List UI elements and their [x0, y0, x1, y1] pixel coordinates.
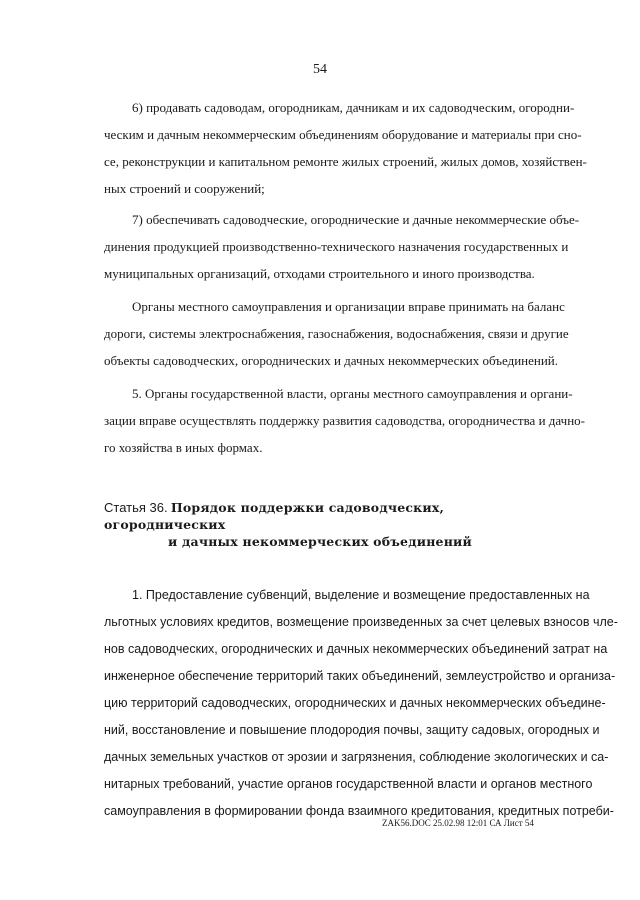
text-line: се, реконструкции и капитальном ремонте жилых строений, жилых домов, хозяйствен-: [104, 154, 587, 169]
document-body: [104, 94, 618, 825]
text-line: динения продукцией производственно-технического назначения государственных и: [104, 239, 569, 254]
article-paragraph-1: [104, 582, 618, 825]
text-line: дачных земельных участков от эрозии и загрязнения, соблюдение экологических и са-: [104, 750, 609, 764]
article-heading: [104, 499, 540, 550]
text-line: самоуправления в формировании фонда взаимного кредитования, кредитных потреби-: [104, 804, 614, 818]
text-line: го хозяйства в иных формах.: [104, 440, 263, 455]
article-title-part-1: Порядок поддержки садоводческих, огороднических: [104, 500, 445, 532]
text-line: Органы местного самоуправления и организации вправе принимать на баланс: [132, 299, 565, 314]
text-line: объекты садоводческих, огороднических и дачных некоммерческих объединений.: [104, 353, 558, 368]
text-line: ческим и дачным некоммерческим объединениям оборудование и материалы при сно-: [104, 127, 582, 142]
text-line: ний, восстановление и повышение плодородия почвы, защиту садовых, огородных и: [104, 723, 600, 737]
text-line: 1. Предоставление субвенций, выделение и возмещение предоставленных на: [132, 588, 590, 602]
document-footer: ZAK56.DOC 25.02.98 12:01 СА Лист 54: [382, 818, 534, 828]
paragraph-item-6: [104, 94, 587, 202]
text-line: 6) продавать садоводам, огородникам, дачникам и их садоводческим, огородни-: [132, 100, 575, 115]
text-line: ных строений и сооружений;: [104, 181, 265, 196]
article-number: Статья 36.: [104, 500, 168, 515]
paragraph-point-5: [104, 380, 585, 461]
page-number: 54: [313, 62, 327, 77]
text-line: зации вправе осуществлять поддержку развития садоводства, огородничества и дачно-: [104, 413, 585, 428]
text-line: нитарных требований, участие органов государственной власти и органов местного: [104, 777, 593, 791]
paragraph-item-7: [104, 206, 580, 287]
text-line: 5. Органы государственной власти, органы местного самоуправления и органи-: [132, 386, 573, 401]
article-heading-line-1: [104, 499, 540, 533]
text-line: дороги, системы электроснабжения, газоснабжения, водоснабжения, связи и другие: [104, 326, 569, 341]
text-line: нов садоводческих, огороднических и дачных некоммерческих объединений затрат на: [104, 642, 608, 656]
text-line: цию территорий садоводческих, огороднических и дачных некоммерческих объедине-: [104, 696, 606, 710]
text-line: инженерное обеспечение территорий таких объединений, землеустройство и организа-: [104, 669, 616, 683]
text-line: 7) обеспечивать садоводческие, огороднические и дачные некоммерческие объе-: [132, 212, 580, 227]
paragraph-local-authorities: [104, 293, 569, 374]
text-line: муниципальных организаций, отходами строительного и иного производства.: [104, 266, 535, 281]
text-line: льготных условиях кредитов, возмещение произведенных за счет целевых взносов чле-: [104, 615, 618, 629]
article-heading-line-2: [104, 533, 540, 550]
article-title-part-2: и дачных некоммерческих объединений: [168, 534, 472, 549]
